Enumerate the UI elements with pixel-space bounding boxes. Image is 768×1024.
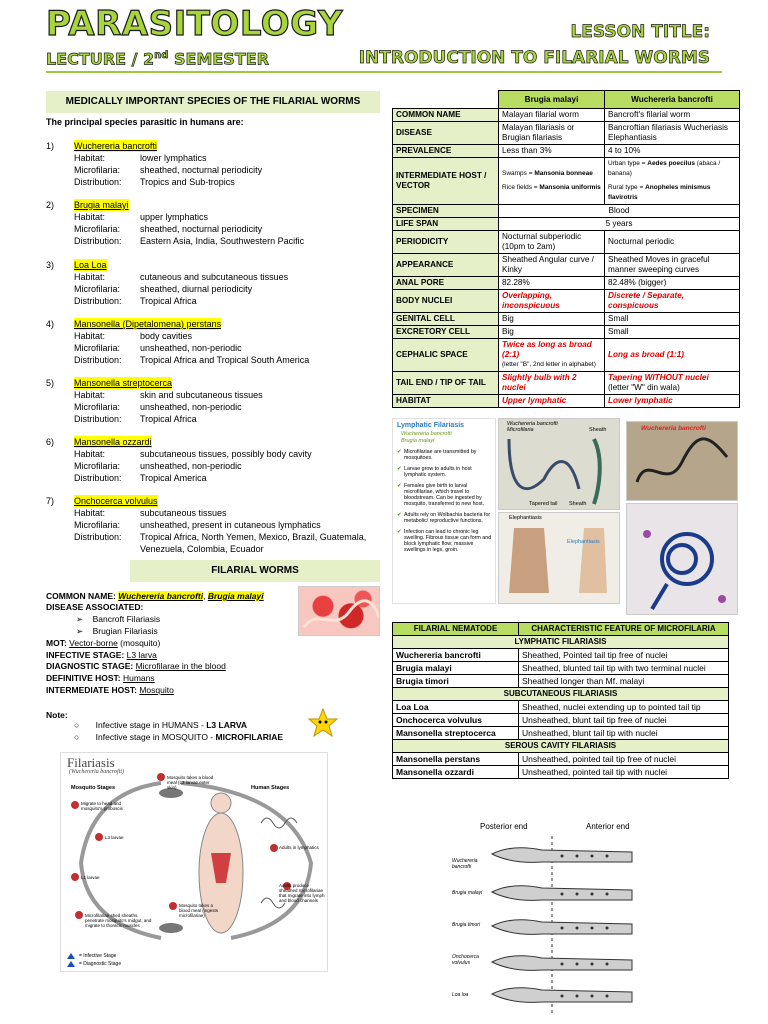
- table1-row: [393, 290, 740, 313]
- row-value-brugia: Less than 3%: [499, 145, 605, 158]
- row-value-brugia: Twice as long as broad (2:1) (letter "B", 2nd letter in alphabet): [499, 339, 605, 372]
- species-number: 3): [46, 260, 55, 270]
- col-wuchereria: Wuchereria bancrofti: [605, 91, 740, 109]
- habitat-label: Habitat:: [74, 508, 106, 518]
- lifecycle-title: Filariasis: [67, 755, 115, 770]
- row-key: BODY NUCLEI: [393, 290, 499, 313]
- row-value-brugia: Big: [499, 326, 605, 339]
- table2-row: [393, 649, 729, 662]
- check-icon: ✔: [397, 466, 402, 472]
- anterior-label: Anterior end: [586, 822, 630, 831]
- species-item: [46, 199, 386, 259]
- filarial-worms-banner: FILARIAL WORMS: [130, 560, 380, 582]
- mot-line: MOT: Vector-borne (mosquito): [46, 638, 161, 648]
- nematode-name: Mansonella streptocerca: [393, 727, 519, 740]
- row-value-brugia: Malayan filarial worm: [499, 109, 605, 122]
- table2-row: [393, 727, 729, 740]
- habitat-value: skin and subcutaneous tissues: [140, 390, 263, 400]
- figure-point: ✔ Larvae grow to adults in host lymphatic system.: [397, 466, 472, 478]
- table2-section: SUBCUTANEOUS FILARIASIS: [393, 688, 729, 701]
- table1-row: [393, 339, 740, 372]
- check-icon: ✔: [397, 512, 402, 518]
- table2-row: [393, 753, 729, 766]
- tapered-tail-label: Tapered tail: [529, 501, 558, 507]
- diagnostic-stage-line: DIAGNOSTIC STAGE: Microfilarae in the blood: [46, 661, 226, 671]
- microfilaria-label: Microfilaria:: [74, 343, 121, 353]
- distribution-label: Distribution:: [74, 355, 122, 365]
- elephantiasis-label: Elephantiasis: [509, 515, 542, 521]
- species-number: 7): [46, 496, 55, 506]
- note-label: Note:: [46, 710, 68, 720]
- species-item: [46, 495, 386, 555]
- table1-row: [393, 205, 740, 218]
- microfilaria-value: sheathed, diurnal periodicity: [140, 284, 253, 294]
- microfilaria-label: Microfilaria:: [74, 402, 121, 412]
- habitat-label: Habitat:: [74, 212, 106, 222]
- distribution-value: Tropics and Sub-tropics: [140, 177, 235, 187]
- row-value-wuchereria: Small: [605, 313, 740, 326]
- distribution-value: Tropical Africa: [140, 296, 197, 306]
- row-value-brugia: Overlapping, inconspicuous: [499, 290, 605, 313]
- note-item-1: ○ Infective stage in HUMANS - L3 LARVA: [74, 720, 247, 730]
- check-icon: ✔: [397, 483, 402, 489]
- feature-value: Unsheathed, blunt tail tip with nuclei: [519, 727, 729, 740]
- figure-point: ✔ Adults rely on Wolbachia bacteria for metabolic/ reproductive functions.: [397, 512, 491, 524]
- species-name: Mansonella ozzardi: [74, 437, 152, 447]
- table1-row: [393, 372, 740, 395]
- microfilaria-label: Microfilaria:: [74, 224, 121, 234]
- row-key: GENITAL CELL: [393, 313, 499, 326]
- feature-value: Sheathed longer than Mf. malayi: [519, 675, 729, 688]
- table1-row: [393, 395, 740, 408]
- table2-row: [393, 714, 729, 727]
- elephantiasis-image: [498, 512, 620, 604]
- nematode-name: Mansonella ozzardi: [393, 766, 519, 779]
- row-key: PREVALENCE: [393, 145, 499, 158]
- common-name-2: Brugia malayi: [207, 591, 264, 601]
- species-item: [46, 318, 386, 378]
- disease-item-1: ➢ Bancroft Filariasis: [76, 614, 161, 624]
- row-key: TAIL END / TIP OF TAIL: [393, 372, 499, 395]
- comparison-table: [392, 90, 740, 408]
- habitat-label: Habitat:: [74, 272, 106, 282]
- table1-header: [393, 91, 740, 109]
- tail-label-1: Wuchereria bancrofti: [452, 858, 478, 870]
- table2-row: [393, 662, 729, 675]
- note-item-2: ○ Infective stage in MOSQUITO - MICROFILARIAE: [74, 732, 284, 742]
- habitat-label: Habitat:: [74, 331, 106, 341]
- header-divider: [46, 71, 722, 73]
- common-name-1: Wuchereria bancrofti: [118, 591, 204, 601]
- distribution-value: Tropical Africa, North Yemen, Mexico, Brazil, Guatemala, Venezuela, Colombia, Ecuador: [140, 532, 367, 554]
- habitat-label: Habitat:: [74, 390, 106, 400]
- elephantiasis2-label: Elephantiasis: [567, 539, 600, 545]
- row-key: CEPHALIC SPACE: [393, 339, 499, 372]
- distribution-value: Tropical America: [140, 473, 207, 483]
- lymphatic-filariasis-panel: [392, 418, 496, 604]
- distribution-label: Distribution:: [74, 473, 122, 483]
- feature-value: Sheathed, nuclei extending up to pointed tail tip: [519, 701, 729, 714]
- col-feature: CHARACTERISTIC FEATURE OF MICROFILARIA: [519, 623, 729, 636]
- distribution-label: Distribution:: [74, 236, 122, 246]
- table1-row: [393, 254, 740, 277]
- table1-row: [393, 158, 740, 205]
- row-value-brugia: Swamps = Mansonia bonneae Rice fields = Mansonia uniformis: [499, 158, 605, 205]
- row-value-brugia: Slightly bulb with 2 nuclei: [499, 372, 605, 395]
- common-name-line: [46, 591, 264, 602]
- intermediate-host-line: INTERMEDIATE HOST: Mosquito: [46, 685, 174, 695]
- nematode-name: Onchocerca volvulus: [393, 714, 519, 727]
- row-key: SPECIMEN: [393, 205, 499, 218]
- microfilaria-value: unsheathed, non-periodic: [140, 402, 242, 412]
- lifecycle-diagram: [60, 752, 328, 972]
- human-stages-label: Human Stages: [251, 785, 290, 791]
- microfilaria-image: [498, 418, 620, 510]
- species-banner: MEDICALLY IMPORTANT SPECIES OF THE FILARIAL WORMS: [46, 91, 380, 113]
- table2-row: [393, 766, 729, 779]
- distribution-value: Tropical Africa and Tropical South America: [140, 355, 310, 365]
- table2-row: [393, 701, 729, 714]
- legend-infective: = Infective Stage: [79, 953, 117, 959]
- row-value-brugia: Big: [499, 313, 605, 326]
- lifecycle-step-5: Microfilariae shed sheaths, penetrate mosquito's midgut, and migrate to thoracic muscles: [85, 913, 152, 928]
- microfilaria-value: unsheathed, non-periodic: [140, 343, 242, 353]
- col-nematode: FILARIAL NEMATODE: [393, 623, 519, 636]
- habitat-value: body cavities: [140, 331, 193, 341]
- lifecycle-step-6: L1 larvae: [81, 875, 100, 880]
- figure-point: ✔ Microfilariae are transmitted by mosquitoes.: [397, 449, 477, 461]
- table1-row: [393, 326, 740, 339]
- microfilaria-value: sheathed, nocturnal periodicity: [140, 224, 263, 234]
- nematode-name: Wuchereria bancrofti: [393, 649, 519, 662]
- species-number: 6): [46, 437, 55, 447]
- legend-diagnostic: = Diagnostic Stage: [79, 961, 122, 967]
- row-value-both: 5 years: [499, 218, 740, 231]
- nematode-name: Loa Loa: [393, 701, 519, 714]
- microfilaria-label: Microfilaria:: [74, 165, 121, 175]
- disease-item-2: ➢ Brugian Filariasis: [76, 626, 158, 636]
- distribution-label: Distribution:: [74, 177, 122, 187]
- lifecycle-step-8: Migrate to head and mosquito's proboscis: [81, 801, 123, 811]
- leg-icon: [499, 513, 620, 604]
- page-title: PARASITOLOGY: [46, 4, 343, 44]
- tail-label-3: Brugia timori: [452, 922, 481, 928]
- worm-illustration-icon: [299, 587, 380, 636]
- lifecycle-step-4: Mosquito takes a blood meal (ingests microfilariae): [179, 903, 219, 918]
- distribution-label: Distribution:: [74, 532, 122, 542]
- microfilaria-value: unsheathed, present in cutaneous lymphatics: [140, 520, 321, 530]
- row-value-brugia: Sheathed Angular curve / Kinky: [499, 254, 605, 277]
- lifecycle-step-1: Mosquito takes a blood meal (L3 larvae enter skin): [167, 775, 214, 790]
- lifecycle-step-3: Adults produce sheathed microfilariae that migrate into lymph and blood channels: [279, 883, 325, 903]
- figure-point: ✔ Infection can lead to chronic leg swelling. Fibrous tissue can form and block lymphatic flow; massive swellings in legs, groin.: [397, 529, 492, 553]
- distribution-value: Eastern Asia, India, Southwestern Pacific: [140, 236, 305, 246]
- row-value-wuchereria: 82.48% (bigger): [605, 277, 740, 290]
- row-key: DISEASE: [393, 122, 499, 145]
- table2-row: [393, 675, 729, 688]
- coiled-worm-icon: [627, 504, 738, 615]
- row-value-wuchereria: Small: [605, 326, 740, 339]
- microfilaria-value: sheathed, nocturnal periodicity: [140, 165, 263, 175]
- lecture-subtitle: [46, 46, 269, 69]
- disease-label: DISEASE ASSOCIATED:: [46, 602, 144, 612]
- worm-photo-icon: [627, 422, 738, 501]
- habitat-value: subcutaneous tissues: [140, 508, 227, 518]
- row-value-wuchereria: Discrete / Separate, conspicuous: [605, 290, 740, 313]
- check-icon: ✔: [397, 529, 402, 535]
- table1-row: [393, 313, 740, 326]
- habitat-value: subcutaneous tissues, possibly body cavity: [140, 449, 312, 459]
- lifecycle-step-7: L3 larvae: [105, 835, 124, 840]
- species-item: [46, 377, 386, 437]
- feature-value: Sheathed, Pointed tail tip free of nuclei: [519, 649, 729, 662]
- lesson-label: LESSON TITLE:: [570, 22, 710, 42]
- species-number: 2): [46, 200, 55, 210]
- row-value-both: Blood: [499, 205, 740, 218]
- col-brugia: Brugia malayi: [499, 91, 605, 109]
- nematode-name: Brugia malayi: [393, 662, 519, 675]
- row-value-brugia: Upper lymphatic: [499, 395, 605, 408]
- subtitle-post: SEMESTER: [168, 49, 269, 69]
- table1-row: [393, 122, 740, 145]
- row-value-brugia: 82.28%: [499, 277, 605, 290]
- tail-comparison-diagram: [452, 814, 652, 1014]
- micro-label: Wuchereria bancrofti Microfilaria: [507, 421, 558, 433]
- species-name: Mansonella streptocerca: [74, 378, 173, 388]
- row-key: INTERMEDIATE HOST / VECTOR: [393, 158, 499, 205]
- tail-label-4: Onchocerca volvulus: [452, 954, 479, 966]
- species-name: Brugia malayi: [74, 200, 129, 210]
- row-value-wuchereria: Urban type = Aedes poecilus (abaca / banana) Rural type = Anopheles minismus flavirotris: [605, 158, 740, 205]
- figure-title: Lymphatic Filariasis: [397, 422, 465, 429]
- feature-value: Unsheathed, blunt tail tip free of nuclei: [519, 714, 729, 727]
- habitat-value: upper lymphatics: [140, 212, 209, 222]
- figure-points: [397, 449, 493, 558]
- row-key: EXCRETORY CELL: [393, 326, 499, 339]
- species-name: Mansonella (Dipetalomena) perstans: [74, 319, 222, 329]
- figure-sp2: Brugia malayi: [401, 438, 435, 444]
- species-name: Onchocerca volvulus: [74, 496, 158, 506]
- tail-label-5: Loa loa: [452, 992, 469, 998]
- definitive-host-line: DEFINITIVE HOST: Humans: [46, 673, 155, 683]
- microfilaria-value: unsheathed, non-periodic: [140, 461, 242, 471]
- distribution-value: Tropical Africa: [140, 414, 197, 424]
- star-icon: [308, 708, 338, 738]
- row-key: LIFE SPAN: [393, 218, 499, 231]
- feature-value: Unsheathed, pointed tail tip with nuclei: [519, 766, 729, 779]
- species-name: Wuchereria bancrofti: [74, 141, 157, 151]
- row-value-wuchereria: Bancroftian filariasis Wucheriasis Elephantiasis: [605, 122, 740, 145]
- microfilaria-features-table: [392, 622, 729, 779]
- nematode-name: Brugia timori: [393, 675, 519, 688]
- row-key: APPEARANCE: [393, 254, 499, 277]
- table1-row: [393, 145, 740, 158]
- lifecycle-subtitle: (Wuchereria bancrofti): [69, 769, 125, 775]
- sheath-label: Sheath: [589, 427, 607, 433]
- species-item: [46, 436, 386, 496]
- row-value-wuchereria: 4 to 10%: [605, 145, 740, 158]
- common-name-sep: ,: [203, 591, 208, 601]
- species-intro: The principal species parasitic in humans are:: [46, 117, 244, 127]
- row-value-wuchereria: Long as broad (1:1): [605, 339, 740, 372]
- nematode-name: Mansonella perstans: [393, 753, 519, 766]
- table1-row: [393, 109, 740, 122]
- sheath2-label: Sheath: [569, 501, 587, 507]
- row-value-wuchereria: Tapering WITHOUT nuclei (letter "W" din wala): [605, 372, 740, 395]
- habitat-value: lower lymphatics: [140, 153, 207, 163]
- row-value-wuchereria: Bancroft's filarial worm: [605, 109, 740, 122]
- species-number: 5): [46, 378, 55, 388]
- check-icon: ✔: [397, 449, 402, 455]
- subtitle-sup: nd: [154, 50, 169, 61]
- subtitle-pre: LECTURE / 2: [46, 49, 155, 69]
- row-key: ANAL PORE: [393, 277, 499, 290]
- coiled-microfilaria-photo: [626, 503, 738, 615]
- row-value-wuchereria: Lower lymphatic: [605, 395, 740, 408]
- feature-value: Sheathed, blunted tail tip with two terminal nuclei: [519, 662, 729, 675]
- lesson-title: INTRODUCTION TO FILARIAL WORMS: [358, 48, 710, 68]
- microfilaria-icon: [499, 419, 620, 510]
- row-value-brugia: Nocturnal subperiodic (10pm to 2am): [499, 231, 605, 254]
- blood-cells-image: [298, 586, 380, 636]
- habitat-label: Habitat:: [74, 153, 106, 163]
- table2-section: SEROUS CAVITY FILARIASIS: [393, 740, 729, 753]
- photo-label: Wuchereria bancrofti: [641, 425, 706, 432]
- habitat-value: cutaneous and subcutaneous tissues: [140, 272, 289, 282]
- tails-svg: [452, 814, 652, 1014]
- row-value-wuchereria: Nocturnal periodic: [605, 231, 740, 254]
- lifecycle-step-2: Adults in lymphatics: [279, 845, 319, 850]
- tail-label-2: Brugia malayi: [452, 890, 483, 896]
- common-name-label: COMMON NAME:: [46, 591, 119, 601]
- species-item: [46, 140, 386, 200]
- row-value-brugia: Malayan filariasis or Brugian filariasis: [499, 122, 605, 145]
- feature-value: Unsheathed, pointed tail tip free of nuclei: [519, 753, 729, 766]
- species-number: 4): [46, 319, 55, 329]
- table2-header: [393, 623, 729, 636]
- infective-stage-line: INFECTIVE STAGE: L3 larva: [46, 650, 157, 660]
- wuchereria-photo: [626, 421, 738, 501]
- table1-row: [393, 231, 740, 254]
- row-key: COMMON NAME: [393, 109, 499, 122]
- microfilaria-label: Microfilaria:: [74, 461, 121, 471]
- distribution-label: Distribution:: [74, 414, 122, 424]
- posterior-label: Posterior end: [480, 822, 528, 831]
- habitat-label: Habitat:: [74, 449, 106, 459]
- table1-row: [393, 277, 740, 290]
- microfilaria-label: Microfilaria:: [74, 284, 121, 294]
- table2-section: LYMPHATIC FILARIASIS: [393, 636, 729, 649]
- table1-row: [393, 218, 740, 231]
- figure-point: ✔ Females give birth to larval microfilariae, which travel to bloodstream. Can be ingested by mosquito, transferred to new host.: [397, 483, 485, 507]
- row-key: PERIODICITY: [393, 231, 499, 254]
- species-name: Loa Loa: [74, 260, 107, 270]
- distribution-label: Distribution:: [74, 296, 122, 306]
- species-item: [46, 259, 386, 319]
- row-value-wuchereria: Sheathed Moves in graceful manner sweeping curves: [605, 254, 740, 277]
- figure-sp1: Wuchereria bancrofti: [401, 431, 452, 437]
- microfilaria-label: Microfilaria:: [74, 520, 121, 530]
- species-number: 1): [46, 141, 55, 151]
- row-key: HABITAT: [393, 395, 499, 408]
- mosquito-stages-label: Mosquito Stages: [71, 785, 116, 791]
